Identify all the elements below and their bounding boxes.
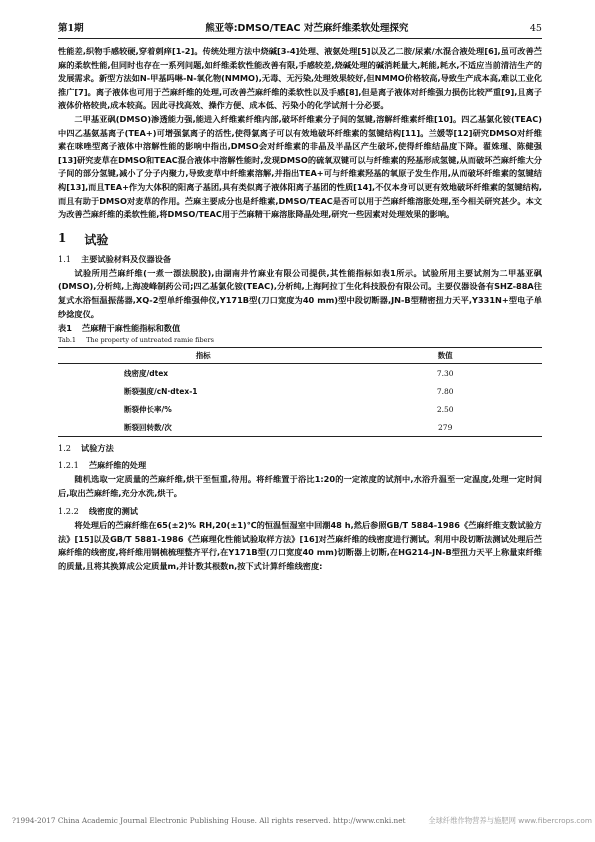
body-paragraph-2: 二甲基亚砜(DMSO)渗透能力强,能进入纤维素纤维内部,破坏纤维素分子间的氢键,溶解纤维素纤维[10]。四乙基氯化铵(TEAC)中四乙基氨基离子(TEA+)可增强氯离子的活性,使得氯离子可以有效地破坏纤维素的氢键结构[11]。兰媛等[12]研究DMSO对纤维素在咪唑型离子液体中溶解性能的影响中指出,DMSO会对纤维素的非晶及半晶区产生破坏,使得纤维结晶度下降。翟姝瑾、陈健强[13]研究麦草在DMSO和TEAC混合液体中溶解性能时,发现DMSO的硫氧双键可以与纤维素的羟基形成氢键,从而破坏苎麻纤维大分子间的部分氢键,减小了分子内聚力,导致麦草中纤维素溶解,并指出TEA+可与纤维素羟基的氧原子发生作用,从而破坏纤维素的氢键结构[13],而且TEA+作为大体积的阳离子基团,具有类似离子液体阳离子基团的性质[14],不仅本身可以更有效地破坏纤维素的氢键结构,而且有助于DMSO对麦草的作用。苎麻主要成分也是纤维素,DMSO/TEAC是否可以用于苎麻纤维溶胀处理,至今相关研究甚少。本文为改善苎麻纤维的柔软性能,将DMSO/TEAC用于苎麻精干麻溶胀降晶处理,研究一些因素对处理效果的影响。: [58, 113, 542, 220]
copyright-text: ?1994-2017 China Academic Journal Electronic Publishing House. All rights reserved.: [12, 816, 331, 825]
row-value: 2.50: [436, 404, 454, 414]
body-paragraph-4: 随机选取一定质量的苎麻纤维,烘干至恒重,待用。将纤维置于浴比1:20的一定浓度的试剂中,水浴升温至一定温度,处理一定时间后,取出苎麻纤维,充分水洗,烘干。: [58, 474, 542, 498]
row-value: 7.80: [436, 386, 454, 396]
subsection-number: 1.2.1: [58, 460, 79, 471]
subsection-heading-1-2: [58, 443, 542, 454]
subsection-heading-1-2-2: [58, 506, 542, 517]
subsection-number: 1.2: [58, 443, 72, 454]
table-title-cn: 苎麻精干麻性能指标和数值: [81, 323, 181, 334]
row-value: 279: [348, 418, 542, 437]
table-label: 表1: [58, 323, 72, 334]
row-value: 7.30: [436, 368, 454, 378]
issue-number: 第1期: [58, 23, 84, 34]
subsection-title: 苎麻纤维的处理: [88, 460, 147, 471]
column-header-value: 数值: [348, 348, 542, 364]
section-number: 1: [58, 230, 67, 245]
table-row: [58, 400, 542, 418]
subsection-heading-1-1: [58, 254, 542, 265]
section-title: 试验: [84, 232, 109, 247]
property-table: [58, 347, 542, 437]
subsection-number: 1.2.2: [58, 506, 79, 517]
subsection-title: 试验方法: [81, 443, 114, 454]
subsection-heading-1-2-1: [58, 460, 542, 471]
copyright-line: [12, 816, 405, 826]
subsection-title: 线密度的测试: [88, 506, 138, 517]
column-header-index: 指标: [58, 348, 348, 364]
body-paragraph-1: 性能差,织物手感较硬,穿着刺痒[1-2]。传统处理方法中烧碱[3-4]处理、液氨处理[5]以及乙二胺/尿素/水混合液处理[6],虽可改善苎麻的柔软性能,但同时也存在一系列问题,如纤维柔软性能改善有限,手感较差,烧碱处理的碱消耗量大,耗能,耗水,不适应当前清洁生产的发展需求。新型方法如N-甲基吗啉-N-氧化物(NMMO),无毒、无污染,处理效果较好,但NMMO价格较高,导致生产成本高,难以工业化推广[7]。离子液体也可用于苎麻纤维的处理,可改善苎麻纤维的柔软性以及手感[8],但是离子液体对纤维强力损伤比较严重[9],且离子液体价格较贵,成本较高。因此寻找高效、操作方便、成本低、污染小的化学试剂十分必要。: [58, 46, 542, 111]
section-heading-1: [58, 231, 542, 248]
row-name: 断裂回转数/次: [58, 418, 348, 437]
table-row: [58, 382, 542, 400]
table-row: [58, 364, 542, 383]
footer-url[interactable]: http://www.cnki.net: [332, 816, 406, 825]
running-header: [58, 20, 542, 39]
row-name: 断裂强度/cN·dtex-1: [124, 386, 198, 396]
body-paragraph-3: 试验所用苎麻纤维(一煮一漂法脱胶),由湖南井竹麻业有限公司提供,其性能指标如表1所示。试验所用主要试剂为二甲基亚砜(DMSO),分析纯,上海凌峰制药公司;四乙基氯化铵(TEAC),分析纯,上海阿拉丁生化科技股份有限公司。主要仪器设备有SHZ-88A往复式水浴恒温振荡器,XQ-2型单纤维强伸仪,Y171B型(刀口宽度为40 mm)型中段切断器,JN-B型精密扭力天平,Y331N+型电子单纱捻度仪。: [58, 267, 542, 319]
table-title-en: The property of untreated ramie fibers: [86, 336, 214, 345]
journal-page: [58, 20, 542, 574]
table-row: [58, 418, 542, 437]
page-footer: [12, 816, 592, 826]
body-paragraph-5: 将处理后的苎麻纤维在65(±2)% RH,20(±1)℃的恒温恒湿室中回潮48 h,然后参照GB/T 5884-1986《苎麻纤维支数试验方法》[15]以及GB/T 5881-1986《苎麻理化性能试验取样方法》[16]对苎麻纤维的线密度进行测试。利用中段切断法测试处理后苎麻纤维的线密度,将纤维用钢梳梳理整齐平行,在Y171B型(刀口宽度40 mm)切断器上切断,在HG214-JN-B型扭力天平上称量束纤维的质量,且将其换算成公定质量m,并计数其根数n,按下式计算纤维线密度:: [58, 520, 542, 572]
table-header-row: [58, 348, 542, 364]
running-title: 熊亚等:DMSO/TEAC 对苎麻纤维柔软处理探究: [205, 23, 409, 34]
subsection-title: 主要试验材料及仪器设备: [81, 253, 172, 264]
table-caption-en: [58, 336, 542, 344]
table-label-en: Tab.1: [58, 336, 77, 345]
row-name: 线密度/dtex: [124, 368, 169, 378]
row-name: 断裂伸长率/%: [124, 404, 172, 414]
table-caption-cn: [58, 323, 542, 334]
subsection-number: 1.1: [58, 253, 72, 264]
watermark-text: 全球纤维作物营养与施肥网 www.fibercrops.com: [428, 816, 592, 825]
page-number: 45: [529, 23, 542, 34]
